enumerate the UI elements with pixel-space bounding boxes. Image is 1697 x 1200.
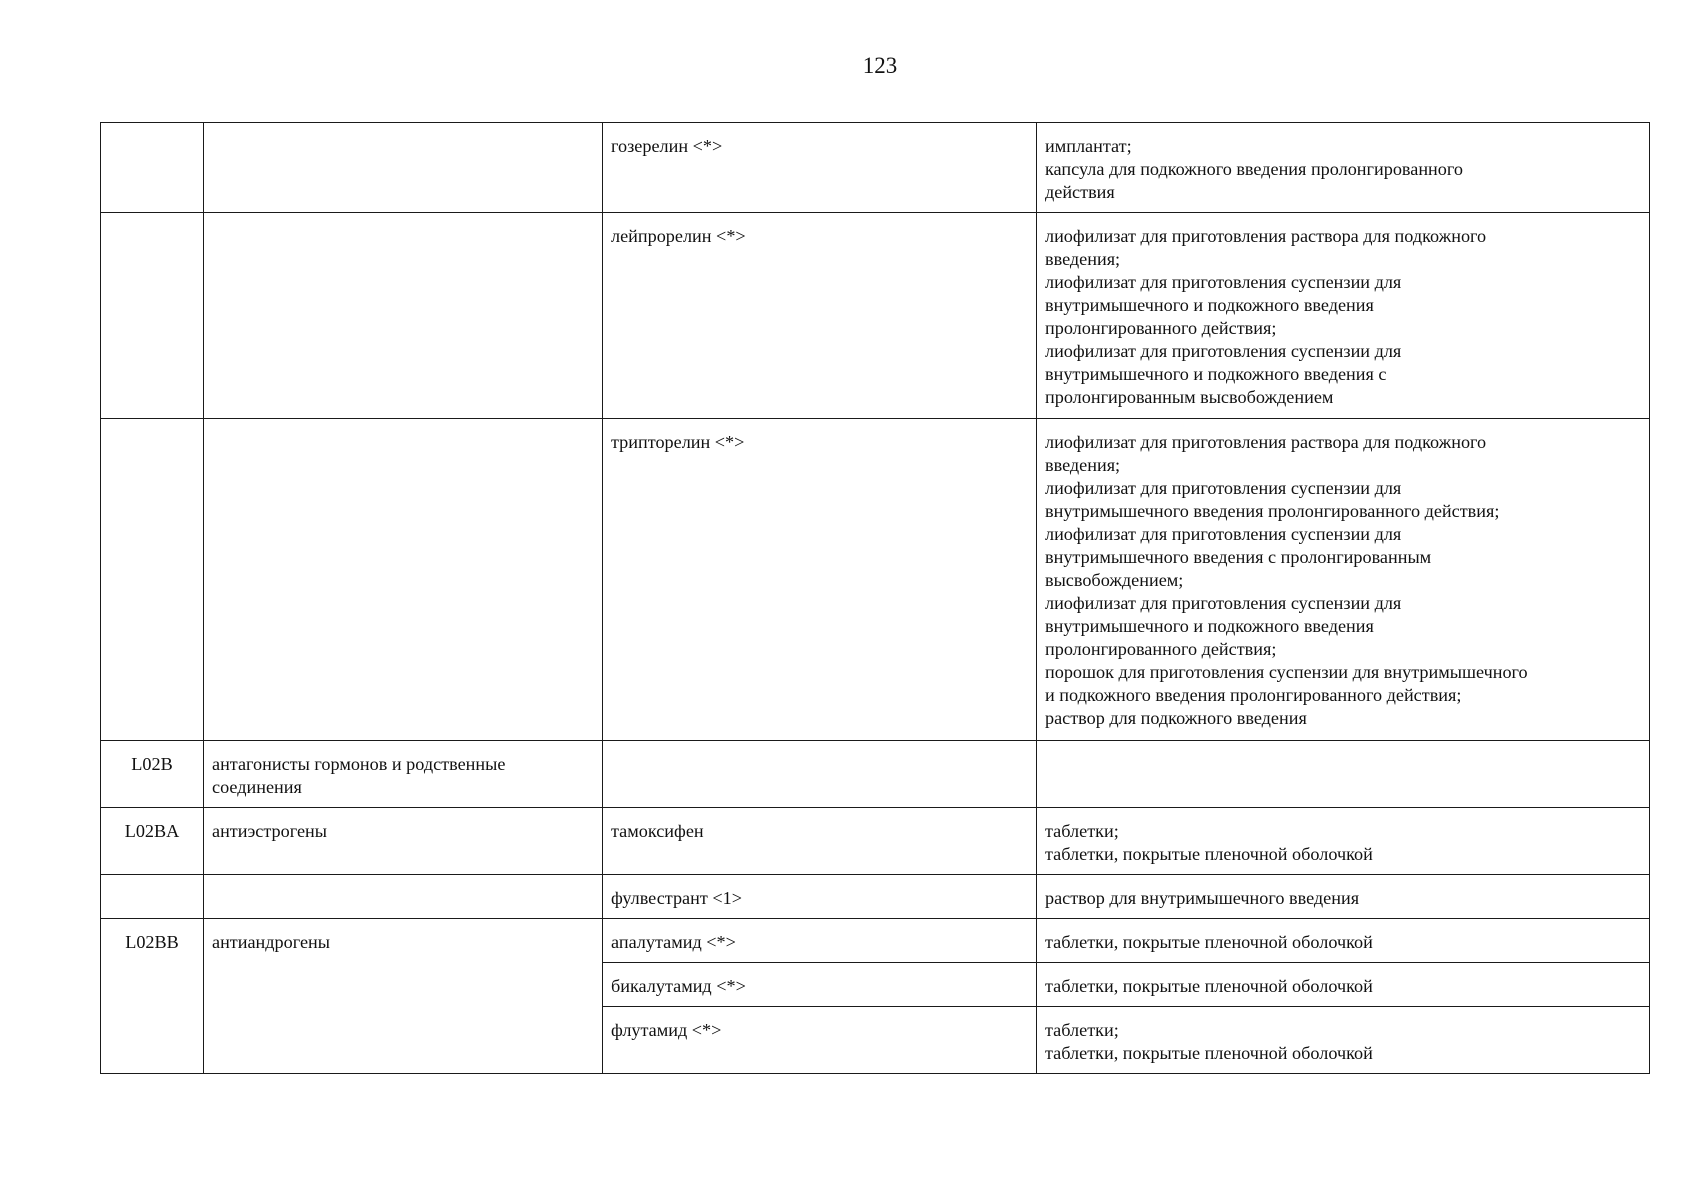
dosage-form-line: лиофилизат для приготовления раствора для подкожного (1045, 226, 1487, 246)
dosage-form-cell (1037, 963, 1650, 1007)
dosage-form-cell (1037, 419, 1650, 741)
dosage-form-line: внутримышечного и подкожного введения с (1045, 364, 1387, 384)
dosage-form-line: внутримышечного введения пролонгированного действия; (1045, 501, 1500, 521)
dosage-form-line: лиофилизат для приготовления суспензии для (1045, 341, 1402, 361)
table-row (101, 213, 1650, 419)
dosage-form-line: капсула для подкожного введения пролонгированного (1045, 159, 1463, 179)
dosage-form-line: таблетки; (1045, 821, 1119, 841)
group-name-line: антиандрогены (212, 932, 330, 952)
dosage-form-cell (1037, 1007, 1650, 1074)
group-name-cell (204, 741, 603, 808)
group-name-line: антиэстрогены (212, 821, 327, 841)
group-name-cell (204, 919, 603, 1074)
drug-name-cell: трипторелин <*> (603, 419, 1037, 741)
atc-code-cell: L02BB (101, 919, 204, 1074)
atc-code-cell (101, 419, 204, 741)
atc-code-cell: L02B (101, 741, 204, 808)
group-name-line: антагонисты гормонов и родственные (212, 754, 506, 774)
drug-name-cell: фулвестрант <1> (603, 875, 1037, 919)
dosage-form-line: раствор для подкожного введения (1045, 708, 1307, 728)
dosage-form-line: высвобождением; (1045, 570, 1184, 590)
dosage-form-line: пролонгированным высвобождением (1045, 387, 1334, 407)
atc-code-cell (101, 213, 204, 419)
drug-name-cell: лейпрорелин <*> (603, 213, 1037, 419)
dosage-form-line: введения; (1045, 455, 1121, 475)
table-row (101, 808, 1650, 875)
dosage-form-line: раствор для внутримышечного введения (1045, 888, 1360, 908)
dosage-form-line: действия (1045, 182, 1115, 202)
table-row (101, 875, 1650, 919)
dosage-form-cell (1037, 741, 1650, 808)
dosage-form-line: таблетки; (1045, 1020, 1119, 1040)
dosage-form-cell (1037, 919, 1650, 963)
table-row (101, 123, 1650, 213)
drug-name-cell: флутамид <*> (603, 1007, 1037, 1074)
dosage-form-line: таблетки, покрытые пленочной оболочкой (1045, 976, 1373, 996)
dosage-form-line: таблетки, покрытые пленочной оболочкой (1045, 844, 1373, 864)
dosage-form-line: лиофилизат для приготовления суспензии для (1045, 524, 1402, 544)
page-number: 123 (862, 53, 898, 78)
dosage-form-line: таблетки, покрытые пленочной оболочкой (1045, 932, 1373, 952)
group-name-cell (204, 123, 603, 213)
dosage-form-cell (1037, 808, 1650, 875)
dosage-form-line: имплантат; (1045, 136, 1132, 156)
group-name-cell (204, 213, 603, 419)
dosage-form-cell (1037, 875, 1650, 919)
dosage-form-line: внутримышечного и подкожного введения (1045, 295, 1374, 315)
drug-name-cell: тамоксифен (603, 808, 1037, 875)
dosage-form-line: пролонгированного действия; (1045, 318, 1277, 338)
dosage-form-cell (1037, 123, 1650, 213)
table-row (101, 419, 1650, 741)
atc-code-cell (101, 875, 204, 919)
dosage-form-line: порошок для приготовления суспензии для внутримышечного (1045, 662, 1528, 682)
drug-name-cell (603, 741, 1037, 808)
table-row (101, 919, 1650, 963)
dosage-form-line: лиофилизат для приготовления суспензии для (1045, 272, 1402, 292)
dosage-form-cell (1037, 213, 1650, 419)
dosage-form-line: лиофилизат для приготовления раствора для подкожного (1045, 432, 1487, 452)
group-name-cell (204, 419, 603, 741)
atc-code-cell (101, 123, 204, 213)
drug-name-cell: гозерелин <*> (603, 123, 1037, 213)
dosage-form-line: введения; (1045, 249, 1121, 269)
group-name-cell (204, 808, 603, 875)
drug-name-cell: апалутамид <*> (603, 919, 1037, 963)
dosage-form-line: таблетки, покрытые пленочной оболочкой (1045, 1043, 1373, 1063)
atc-code-cell: L02BA (101, 808, 204, 875)
dosage-form-line: пролонгированного действия; (1045, 639, 1277, 659)
dosage-form-line: внутримышечного и подкожного введения (1045, 616, 1374, 636)
group-name-line: соединения (212, 777, 302, 797)
group-name-cell (204, 875, 603, 919)
dosage-form-line: и подкожного введения пролонгированного действия; (1045, 685, 1462, 705)
drug-table (100, 122, 1650, 1074)
table-row (101, 741, 1650, 808)
dosage-form-line: внутримышечного введения с пролонгированным (1045, 547, 1432, 567)
dosage-form-line: лиофилизат для приготовления суспензии для (1045, 478, 1402, 498)
drug-name-cell: бикалутамид <*> (603, 963, 1037, 1007)
dosage-form-line: лиофилизат для приготовления суспензии для (1045, 593, 1402, 613)
